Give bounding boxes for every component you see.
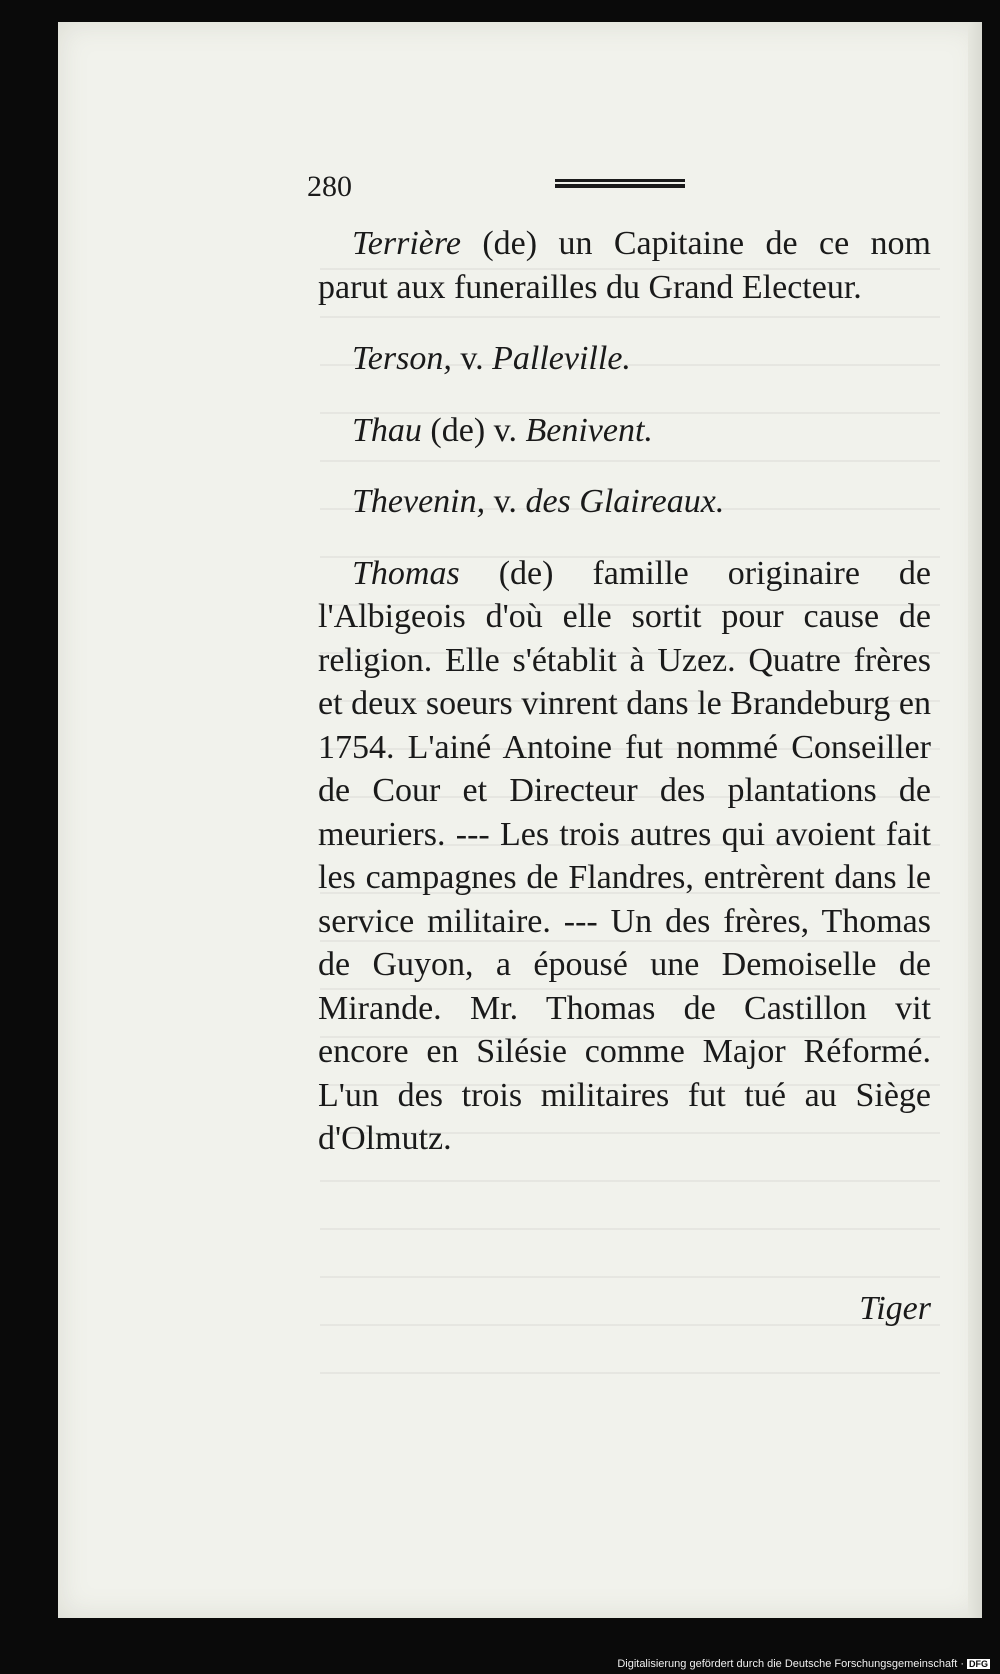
entry-terson [318,337,931,381]
page-number: 280 [307,170,352,203]
entry-text: v. [485,483,526,520]
entry-name: Thevenin, [352,483,486,520]
entry-reference: Benivent. [525,411,653,449]
entry-name: Thau [352,411,422,449]
entry-thau [318,409,931,453]
page-header [307,170,927,210]
entry-reference: des Glaireaux. [525,483,725,520]
entry-text: (de) famille originaire de l'Albigeois d'où elle sortit pour cause de religion. Elle s'établit à Uzez. Quatre frères et deux soeurs vinrent dans le Brandeburg en 1754. L'ainé Antoine fut nommé Conseiller de Cour et Directeur des plantations de meuriers. --- Les trois autres qui avoient fait les campagnes de Flandres, entrèrent dans le service militaire. --- Un des frères, Thomas de Guyon, a épousé une Demoiselle de Mirande. Mr. Thomas de Castillon vit encore en Silésie comme Major Réformé. L'un des trois militaires fut tué au Siège d'Olmutz. [318,554,931,1157]
entry-thevenin [318,480,931,524]
entry-name: Thomas [352,554,460,592]
entry-text: (de) v. [421,411,526,449]
catchword: Tiger [859,1290,931,1327]
entries-text [318,222,931,1189]
entry-thomas [318,552,931,1161]
credit-text: Digitalisierung gefördert durch die Deutsche Forschungsgemeinschaft · [617,1658,964,1670]
entry-name: Terson, [352,340,452,377]
header-ornament-rule [555,179,685,191]
entry-name: Terrière [352,225,461,262]
entry-text: (de) un Capitaine de ce nom parut aux funerailles du Grand Electeur. [318,225,931,306]
entry-terriere [318,222,931,309]
digitization-credit [617,1658,990,1670]
entry-reference: Palleville. [492,340,631,377]
dfg-logo: DFG [969,1659,988,1669]
entry-text: v. [451,340,493,377]
page-edge [968,22,982,1618]
